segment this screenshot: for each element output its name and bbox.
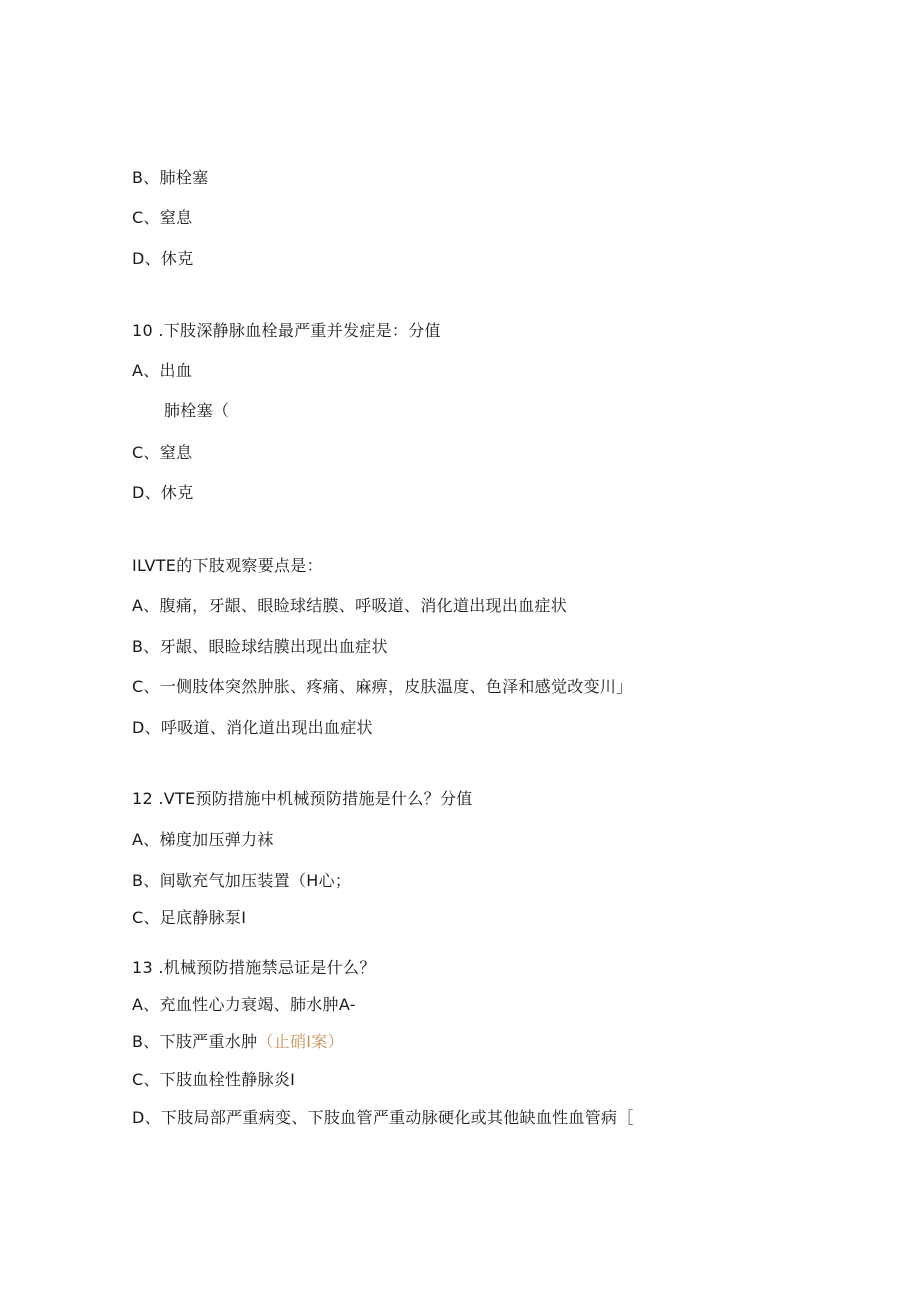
- q11-option-a: A、腹痛，牙龈、眼睑球结膜、呼吸道、消化道出现出血症状: [132, 596, 568, 615]
- q12-option-c: C、足底静脉泵I: [132, 908, 247, 927]
- q11-option-c: C、一侧肢体突然肿胀、疼痛、麻痹，皮肤温度、色泽和感觉改变川」: [132, 677, 633, 696]
- q12-stem: 12 .VTE预防措施中机械预防措施是什么？分值: [132, 789, 473, 808]
- q13-option-a: A、充血性心力衰竭、肺水肿A-: [132, 995, 356, 1014]
- q9-option-b: B、肺栓塞: [132, 168, 209, 187]
- q11-option-b: B、牙龈、眼睑球结膜出现出血症状: [132, 637, 388, 656]
- q12-option-b: B、间歇充气加压装置（H心；: [132, 871, 352, 890]
- q13-option-c: C、下肢血栓性静脉炎I: [132, 1070, 296, 1089]
- q11-stem: ILVTE的下肢观察要点是：: [132, 556, 323, 575]
- q10-option-a: A、出血: [132, 361, 193, 380]
- q13-option-b: [132, 1031, 344, 1053]
- q9-option-c: C、窒息: [132, 208, 193, 227]
- q13-stem: 13 .机械预防措施禁忌证是什么？: [132, 958, 376, 977]
- q10-option-d: D、休克: [132, 483, 194, 502]
- q12-option-a: A、梯度加压弹力袜: [132, 830, 274, 849]
- q10-option-b: 肺栓塞（: [164, 401, 230, 420]
- q11-option-d: D、呼吸道、消化道出现出血症状: [132, 718, 373, 737]
- q10-option-c: C、窒息: [132, 443, 193, 462]
- q10-stem: 10 .下肢深静脉血栓最严重并发症是：分值: [132, 321, 441, 340]
- q13-answer-note: （止硝I案）: [257, 1032, 344, 1051]
- q9-option-d: D、休克: [132, 249, 194, 268]
- q13-option-b-text: B、下肢严重水肿: [132, 1032, 258, 1051]
- q13-option-d: D、下肢局部严重病变、下肢血管严重动脉硬化或其他缺血性血管病［: [132, 1108, 634, 1127]
